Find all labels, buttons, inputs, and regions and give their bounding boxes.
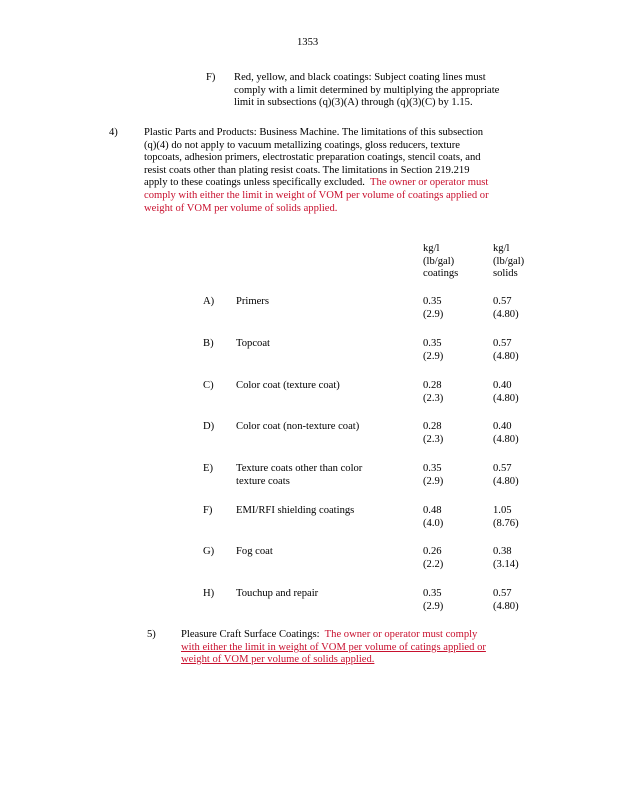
solids-value [493, 463, 519, 488]
value-line: (2.3) [423, 433, 444, 445]
value-line: (2.9) [423, 308, 444, 320]
section-4-red-line: weight of VOM per volume of solids applied. [144, 202, 338, 214]
value-line: 0.28 [423, 380, 442, 391]
solids-value [493, 380, 519, 405]
value-line: (2.2) [423, 558, 444, 570]
row-label: Topcoat [236, 338, 270, 349]
value-line: (4.0) [423, 517, 444, 529]
header-line: kg/l [423, 243, 440, 254]
row-letter: G) [203, 546, 215, 557]
label-line: texture coats [236, 475, 290, 487]
value-line: 0.26 [423, 546, 442, 557]
value-line: 0.35 [423, 338, 442, 349]
coatings-value [423, 505, 443, 530]
value-line: 1.05 [493, 505, 512, 516]
solids-value [493, 338, 519, 363]
section-4-mixed-black: apply to these coatings unless specifically excluded. [144, 177, 371, 189]
row-label: Color coat (non-texture coat) [236, 421, 360, 432]
value-line: (2.9) [423, 475, 444, 487]
value-line: 0.28 [423, 421, 442, 432]
row-label: EMI/RFI shielding coatings [236, 505, 355, 516]
solids-value [493, 588, 519, 613]
value-line: 0.40 [493, 421, 512, 432]
value-line: 0.40 [493, 380, 512, 391]
section-4-red-line: comply with either the limit in weight of VOM per volume of coatings applied or [144, 189, 489, 201]
coatings-value [423, 421, 443, 446]
row-label: Primers [236, 296, 269, 307]
section-5-first-red: The owner or operator must comply [324, 629, 478, 640]
value-line: (3.14) [493, 558, 519, 570]
section-4-line: resist coats other than plating resist coats. The limitations in Section 219.219 [144, 164, 470, 176]
section-4-line: Plastic Parts and Products: Business Machine. The limitations of this subsection [144, 127, 484, 138]
item-f-line: comply with a limit determined by multiplying the appropriate [234, 84, 500, 96]
value-line: 0.57 [493, 338, 512, 349]
label-line: Texture coats other than color [236, 463, 363, 474]
solids-column-header [493, 243, 524, 281]
coatings-value [423, 463, 443, 488]
value-line: (2.9) [423, 350, 444, 362]
coatings-column-header [423, 243, 458, 281]
value-line: (4.80) [493, 350, 519, 362]
item-f-text [234, 72, 499, 110]
coatings-value [423, 338, 443, 363]
section-4-line: topcoats, adhesion primers, electrostatic preparation coatings, stencil coats, and [144, 152, 481, 164]
header-line: solids [493, 268, 518, 280]
row-letter: F) [203, 505, 213, 516]
value-line: (4.80) [493, 600, 519, 612]
section-5-number: 5) [147, 629, 156, 640]
coatings-value [423, 546, 443, 571]
section-5-red-line: weight of VOM per volume of solids applied. [181, 654, 375, 666]
row-letter: E) [203, 463, 213, 474]
item-f-line: limit in subsections (q)(3)(A) through (q)(3)(C) by 1.15. [234, 97, 473, 109]
solids-value [493, 546, 519, 571]
section-4-number: 4) [109, 127, 118, 138]
section-4-line: (q)(4) do not apply to vacuum metallizing coatings, gloss reducers, texture [144, 139, 460, 151]
header-line: (lb/gal) [493, 255, 525, 267]
item-f-line: Red, yellow, and black coatings: Subject coating lines must [234, 72, 486, 83]
solids-value [493, 421, 519, 446]
value-line: (4.80) [493, 392, 519, 404]
header-line: coatings [423, 268, 459, 280]
item-f-letter: F) [206, 72, 216, 83]
section-4-mixed-line [144, 177, 489, 190]
header-line: (lb/gal) [423, 255, 455, 267]
value-line: 0.38 [493, 546, 512, 557]
section-5-first-line [181, 629, 486, 642]
row-label: Fog coat [236, 546, 273, 557]
section-5-text [181, 629, 486, 667]
value-line: (4.80) [493, 433, 519, 445]
value-line: 0.57 [493, 588, 512, 599]
value-line: (4.80) [493, 308, 519, 320]
section-4-text [144, 127, 489, 215]
solids-value [493, 505, 519, 530]
row-label [236, 463, 362, 488]
value-line: (2.3) [423, 392, 444, 404]
solids-value [493, 296, 519, 321]
row-letter: C) [203, 380, 214, 391]
value-line: (8.76) [493, 517, 519, 529]
section-4-mixed-red: The owner or operator must [370, 177, 489, 189]
value-line: 0.35 [423, 588, 442, 599]
value-line: 0.35 [423, 296, 442, 307]
value-line: 0.57 [493, 463, 512, 474]
coatings-value [423, 588, 443, 613]
value-line: 0.48 [423, 505, 442, 516]
header-line: kg/l [493, 243, 510, 254]
value-line: 0.35 [423, 463, 442, 474]
coatings-value [423, 380, 443, 405]
row-label: Touchup and repair [236, 588, 319, 599]
row-letter: B) [203, 338, 214, 349]
coatings-value [423, 296, 443, 321]
row-letter: H) [203, 588, 215, 599]
value-line: (2.9) [423, 600, 444, 612]
section-5-red-line: with either the limit in weight of VOM per volume of catings applied or [181, 641, 486, 653]
section-5-title: Pleasure Craft Surface Coatings: [181, 629, 325, 640]
value-line: (4.80) [493, 475, 519, 487]
page-number: 1353 [297, 37, 319, 48]
row-label: Color coat (texture coat) [236, 380, 340, 391]
value-line: 0.57 [493, 296, 512, 307]
row-letter: A) [203, 296, 215, 307]
row-letter: D) [203, 421, 215, 432]
